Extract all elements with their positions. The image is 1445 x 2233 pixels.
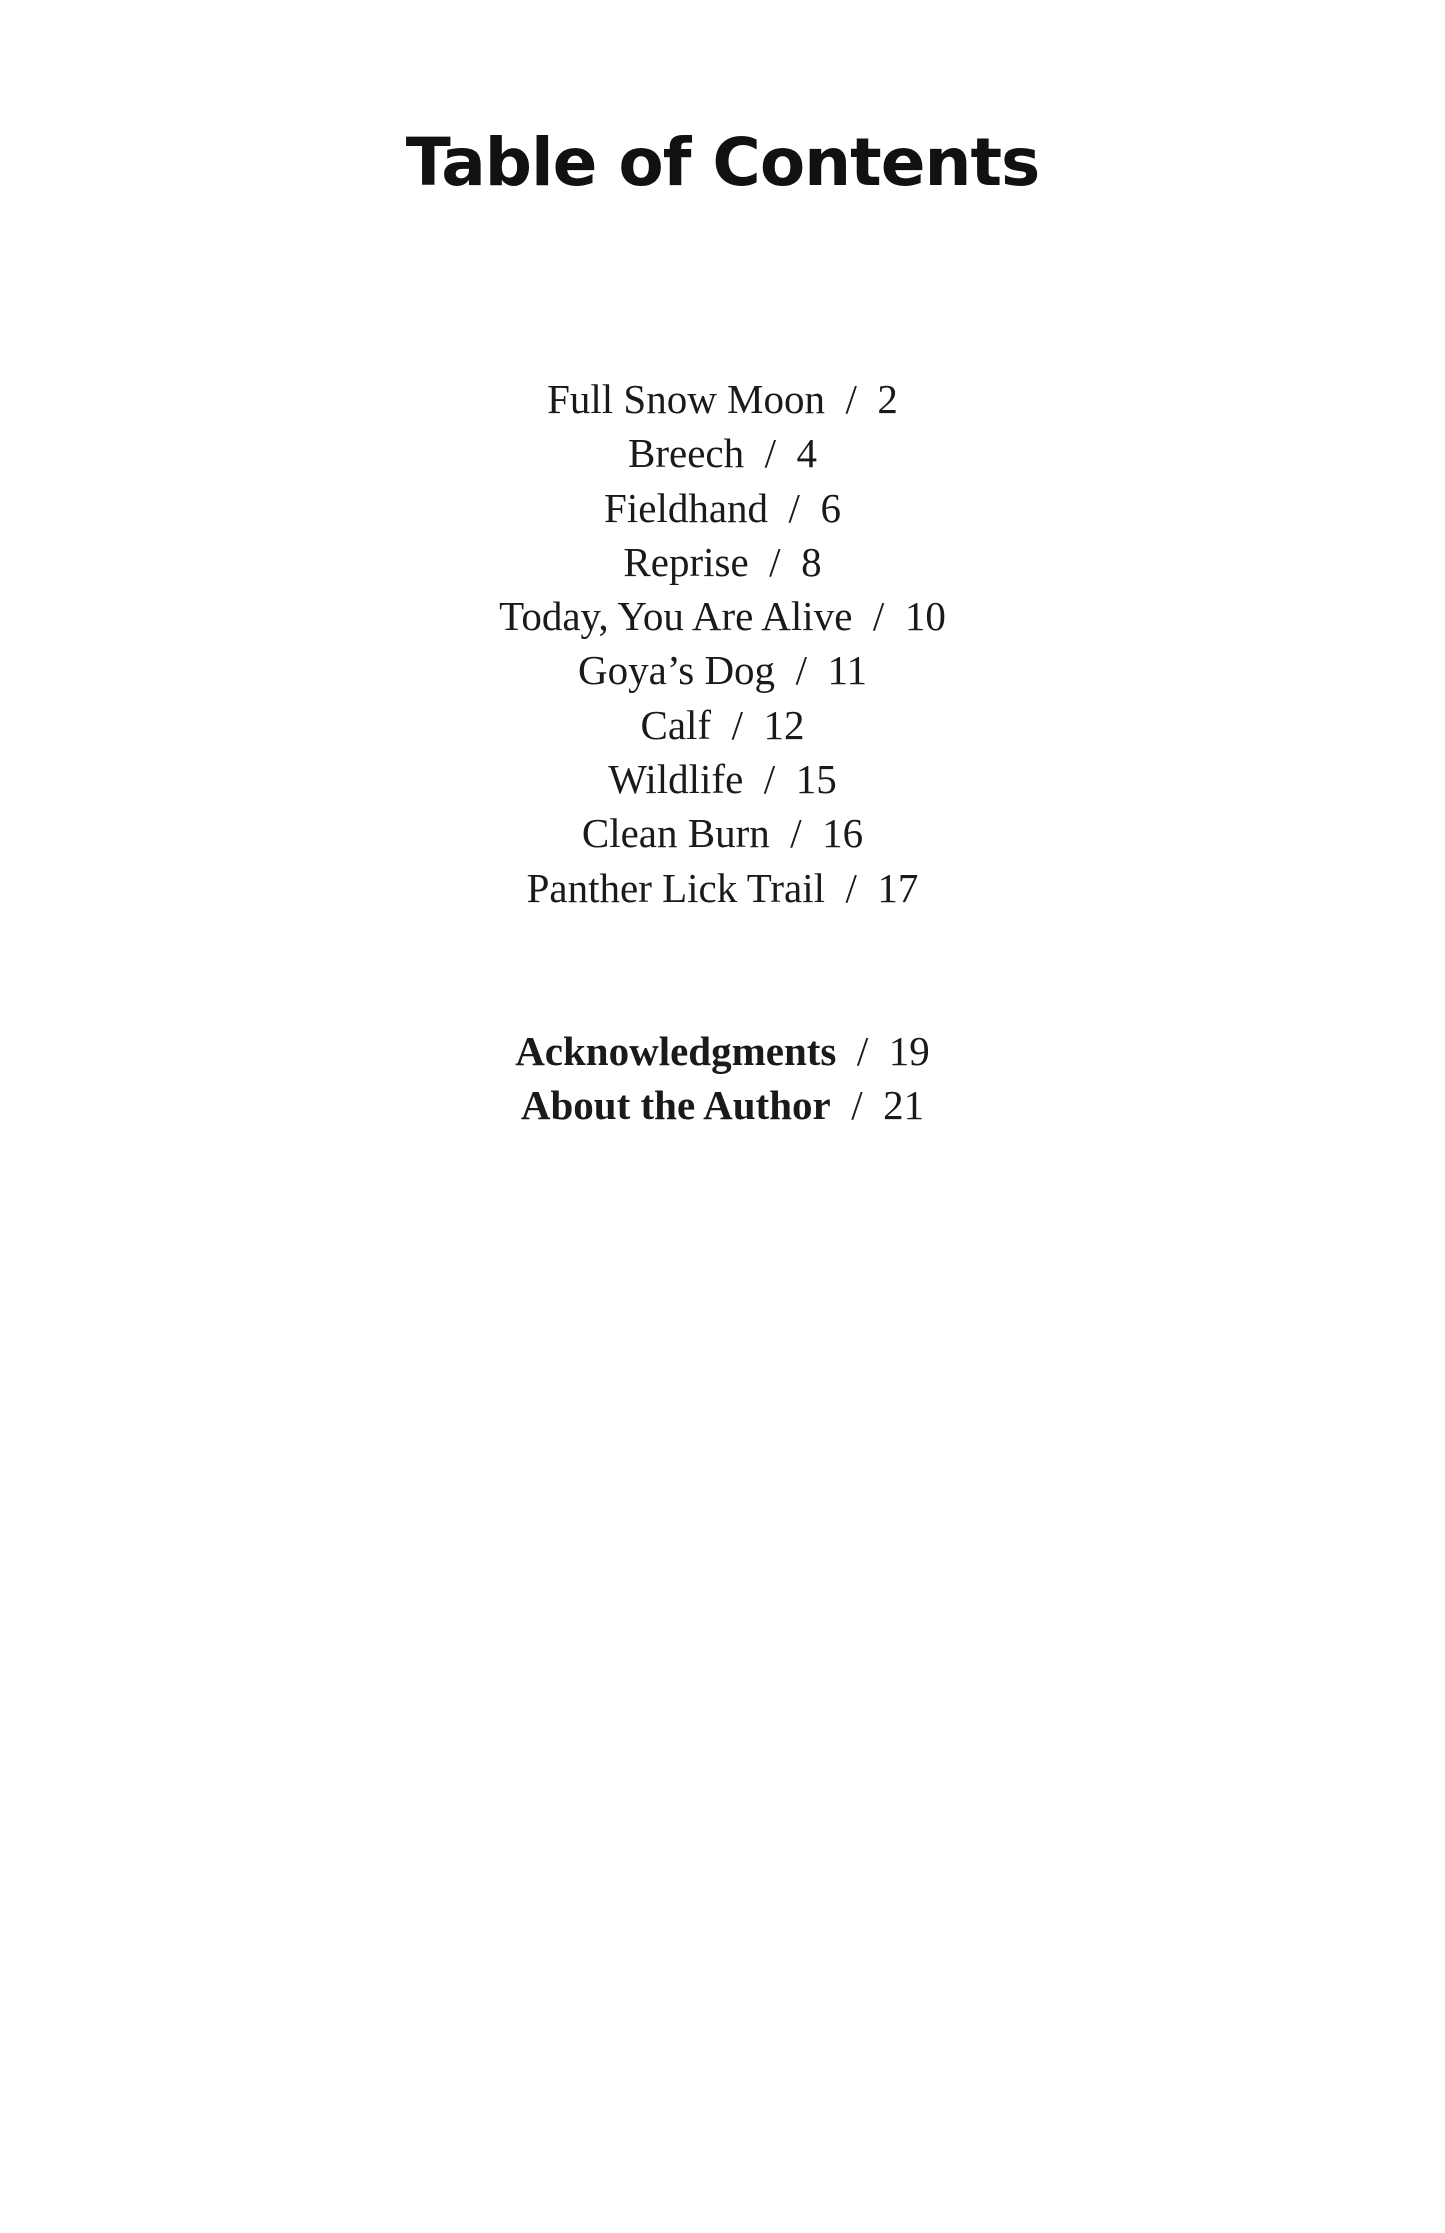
entry-title: Panther Lick Trail xyxy=(526,864,825,911)
entry-title: About the Author xyxy=(520,1082,831,1129)
entry-page-number: 8 xyxy=(801,538,822,585)
entry-separator: / xyxy=(872,593,885,640)
entry-separator: / xyxy=(769,538,781,585)
entry-title: Acknowledgments xyxy=(515,1028,837,1074)
entry-separator: / xyxy=(851,1082,863,1129)
entry-page-number: 17 xyxy=(877,864,919,911)
entry-page-number: 21 xyxy=(883,1082,925,1129)
entry-page-number: 10 xyxy=(904,593,946,640)
toc-entry-reprise[interactable] xyxy=(0,535,1445,589)
entry-title: Clean Burn xyxy=(581,810,770,857)
entry-separator: / xyxy=(763,756,776,803)
toc-entry-full-snow-moon[interactable] xyxy=(0,372,1445,426)
entry-title: Full Snow Moon xyxy=(547,376,826,422)
entry-separator: / xyxy=(790,810,802,857)
entry-separator: / xyxy=(856,1028,869,1074)
toc-entry-calf[interactable] xyxy=(0,698,1445,752)
entry-page-number: 4 xyxy=(796,430,817,477)
toc-entry-goyas-dog[interactable] xyxy=(0,643,1445,697)
toc-entry-today-you-are-alive[interactable] xyxy=(0,589,1445,643)
entry-page-number: 19 xyxy=(888,1028,930,1074)
back-matter-list xyxy=(0,1024,1445,1133)
entry-title: Calf xyxy=(640,701,712,748)
entry-page-number: 15 xyxy=(795,756,837,803)
entry-page-number: 2 xyxy=(877,376,898,422)
entry-page-number: 11 xyxy=(827,647,867,694)
entry-separator: / xyxy=(788,484,800,531)
entry-title: Fieldhand xyxy=(604,484,769,531)
entry-title: Today, You Are Alive xyxy=(499,593,853,640)
entry-page-number: 16 xyxy=(822,810,864,857)
toc-entry-acknowledgments[interactable] xyxy=(0,1024,1445,1078)
toc-entry-panther-lick-trail[interactable] xyxy=(0,861,1445,915)
toc-entry-wildlife[interactable] xyxy=(0,752,1445,806)
entry-title: Breech xyxy=(628,430,745,477)
toc-entry-fieldhand[interactable] xyxy=(0,481,1445,535)
entry-title: Wildlife xyxy=(608,756,744,803)
entry-title: Goya’s Dog xyxy=(578,647,776,694)
entry-separator: / xyxy=(845,864,857,911)
poem-list xyxy=(0,372,1445,915)
page-title: Table of Contents xyxy=(405,124,1040,201)
entry-page-number: 6 xyxy=(820,484,841,531)
toc-entry-about-the-author[interactable] xyxy=(0,1078,1445,1132)
entry-title: Reprise xyxy=(623,538,749,585)
entry-page-number: 12 xyxy=(763,701,805,748)
entry-separator: / xyxy=(795,647,807,694)
toc-entry-clean-burn[interactable] xyxy=(0,806,1445,860)
toc-entry-breech[interactable] xyxy=(0,426,1445,480)
entry-separator: / xyxy=(764,430,776,477)
entry-separator: / xyxy=(845,376,857,422)
entry-separator: / xyxy=(731,701,743,748)
